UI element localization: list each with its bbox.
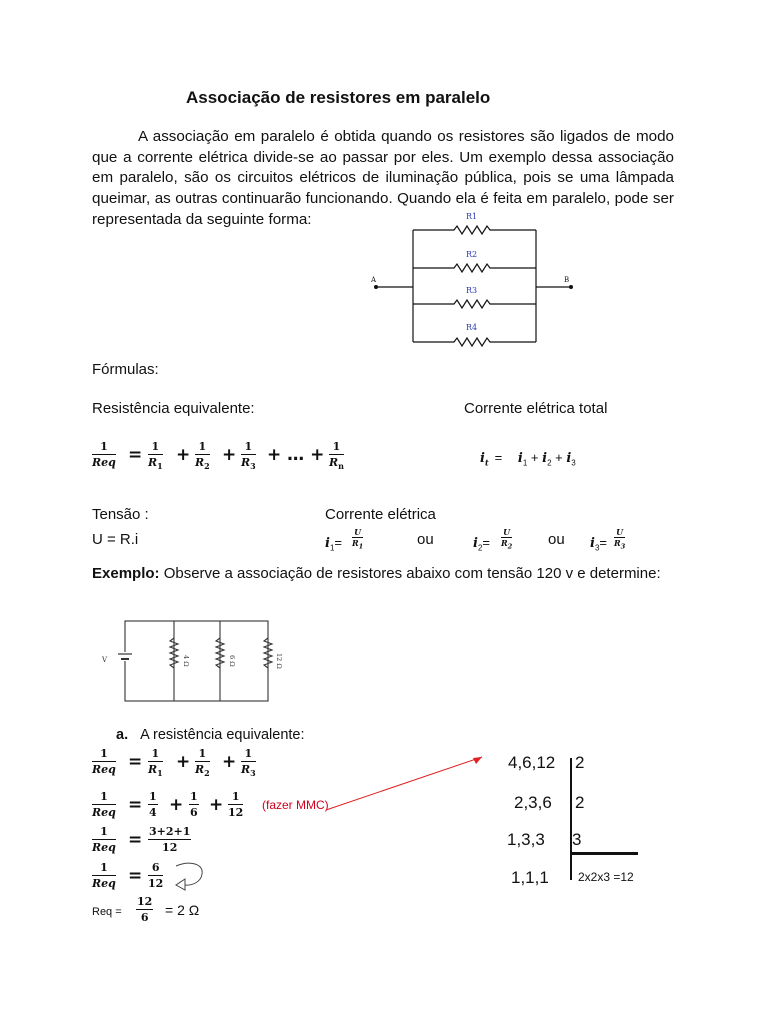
mmc-row-1: 4,6,12: [508, 753, 556, 772]
mmc-divisor-2: 2: [575, 793, 585, 812]
ohm-law: U = R.i: [92, 531, 139, 548]
node-a: A: [371, 276, 377, 284]
result-fraction: $\frac{12}{6}$: [137, 895, 153, 924]
resistor-label-1: 4 Ω: [182, 655, 190, 667]
mmc-arrow-icon: [320, 750, 490, 816]
tensao-heading: Tensão :: [92, 506, 149, 523]
resistor-label-3: 12 Ω: [275, 653, 283, 669]
label-r4: R4: [466, 323, 478, 332]
mmc-product: 2x2x3 =12: [578, 870, 634, 884]
mmc-row-3: 1,3,3: [507, 830, 545, 849]
node-b: B: [564, 276, 570, 284]
ou-2: ou: [548, 531, 565, 548]
example-circuit-diagram: [92, 612, 292, 712]
label-r1: R1: [466, 212, 478, 221]
current-heading: Corrente elétrica: [325, 506, 436, 523]
mmc-divisor-1: 2: [575, 753, 585, 772]
mmc-horizontal-line: [570, 852, 638, 855]
item-a: [116, 727, 305, 743]
invert-arrow-icon: [170, 858, 210, 894]
item-a-letter: a.: [116, 727, 129, 743]
req-heading: Resistência equivalente:: [92, 400, 255, 417]
example-paragraph: [92, 563, 672, 584]
result-value: = 2 Ω: [165, 902, 200, 918]
label-r2: R2: [466, 250, 478, 259]
current-total-heading: Corrente elétrica total: [464, 400, 608, 417]
ou-1: ou: [417, 531, 434, 548]
source-label: V: [102, 656, 108, 664]
mmc-row-4: 1,1,1: [511, 868, 549, 887]
resistor-label-2: 6 Ω: [228, 655, 236, 667]
example-label: Exemplo:: [92, 565, 160, 582]
total-current-formula: $i_t = i_1 + i_2 + i_3$: [480, 450, 576, 468]
page-title: Associação de resistores em paralelo: [186, 88, 491, 107]
result-prefix: Req =: [92, 906, 122, 918]
mmc-divisor-3: 3: [572, 830, 582, 849]
label-r3: R3: [466, 286, 478, 295]
formulas-heading: Fórmulas:: [92, 361, 159, 378]
mmc-note: (fazer MMC): [262, 798, 329, 812]
parallel-circuit-diagram: [366, 208, 581, 348]
mmc-row-2: 2,3,6: [514, 793, 552, 812]
mmc-vertical-line: [570, 758, 572, 880]
intro-text: A associação em paralelo é obtida quando os resistores são ligados de modo que a corrente elétrica divide-se ao passar por eles. Um exemplo dessa associação em paralelo, são os circuitos elétricos de iluminação pública, pois se uma lâmpada queimar, as outras continuarão funcionando. Quando ela é feita em paralelo, pode ser representada da seguinte forma:: [92, 128, 674, 228]
example-text: Observe a associação de resistores abaixo com tensão 120 v e determine:: [163, 565, 661, 582]
item-a-text: A resistência equivalente:: [140, 727, 305, 743]
